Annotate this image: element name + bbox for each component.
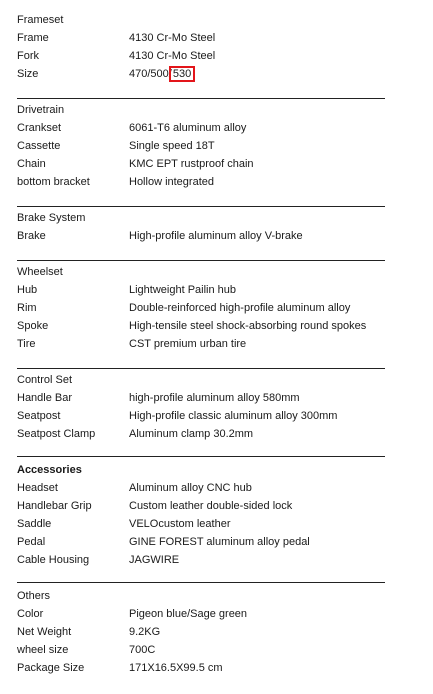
spec-label: Crankset (17, 122, 62, 134)
spec-value: 700C (129, 644, 156, 656)
spec-label: Cable Housing (17, 554, 90, 566)
spec-row-handle-bar (17, 389, 385, 407)
section-wheelset (17, 263, 385, 353)
spec-row-seatpost-clamp (17, 425, 385, 443)
spec-label: Handle Bar (17, 392, 73, 404)
section-drivetrain (17, 101, 385, 191)
spec-label: Size (17, 68, 39, 80)
spec-row-cable-housing (17, 551, 385, 569)
spec-row-package-size (17, 659, 385, 677)
section-brake-system (17, 209, 385, 245)
spec-row-tire (17, 335, 385, 353)
spec-label: Tire (17, 338, 36, 350)
spec-row-bottom-bracket (17, 173, 385, 191)
section-others (17, 587, 385, 677)
section-divider (17, 260, 385, 261)
spec-label: Seatpost Clamp (17, 428, 96, 440)
spec-row-hub (17, 281, 385, 299)
section-title: Brake System (17, 212, 86, 224)
spec-value: Lightweight Pailin hub (129, 284, 237, 296)
spec-row-handlebar-grip (17, 497, 385, 515)
spec-value: Aluminum alloy CNC hub (129, 482, 252, 494)
spec-value: Custom leather double-sided lock (129, 500, 293, 512)
spec-label: wheel size (17, 644, 69, 656)
spec-value: 9.2KG (129, 626, 161, 638)
spec-value (129, 65, 385, 83)
spec-value: JAGWIRE (129, 554, 180, 566)
spec-label: Chain (17, 158, 46, 170)
spec-row-rim (17, 299, 385, 317)
spec-value: High-profile classic aluminum alloy 300mm (129, 410, 338, 422)
section-control-set (17, 371, 385, 443)
spec-row-crankset (17, 119, 385, 137)
section-title: Wheelset (17, 266, 63, 278)
section-accessories (17, 461, 385, 569)
spec-label: Saddle (17, 518, 52, 530)
spec-label: Fork (17, 50, 39, 62)
spec-row-fork (17, 47, 385, 65)
spec-row-saddle (17, 515, 385, 533)
spec-label: bottom bracket (17, 176, 90, 188)
spec-row-pedal (17, 533, 385, 551)
spec-value: Single speed 18T (129, 140, 215, 152)
spec-row-headset (17, 479, 385, 497)
spec-row-net-weight (17, 623, 385, 641)
spec-row-cassette (17, 137, 385, 155)
spec-label: Seatpost (17, 410, 61, 422)
section-title: Drivetrain (17, 104, 65, 116)
spec-value: High-profile aluminum alloy V-brake (129, 230, 303, 242)
spec-label: Rim (17, 302, 37, 314)
spec-value: Pigeon blue/Sage green (129, 608, 248, 620)
spec-label: Handlebar Grip (17, 500, 92, 512)
spec-row-frame (17, 29, 385, 47)
spec-row-size (17, 65, 385, 83)
section-divider (17, 582, 385, 583)
spec-label: Frame (17, 32, 49, 44)
spec-value: Aluminum clamp 30.2mm (129, 428, 254, 440)
size-value-prefix: 470/500/ (129, 68, 172, 80)
section-divider (17, 368, 385, 369)
spec-row-spoke (17, 317, 385, 335)
spec-row-wheel-size (17, 641, 385, 659)
spec-label: Brake (17, 230, 46, 242)
spec-label: Hub (17, 284, 38, 296)
section-title: Others (17, 590, 51, 602)
size-highlight-box: 530 (172, 68, 192, 80)
spec-value: high-profile aluminum alloy 580mm (129, 392, 300, 404)
spec-label: Package Size (17, 662, 85, 674)
spec-value: VELOcustom leather (129, 518, 231, 530)
spec-value: 6061-T6 aluminum alloy (129, 122, 247, 134)
spec-value: KMC EPT rustproof chain (129, 158, 254, 170)
spec-label: Net Weight (17, 626, 72, 638)
spec-value: 171X16.5X99.5 cm (129, 662, 223, 674)
spec-label: Spoke (17, 320, 49, 332)
section-divider (17, 456, 385, 457)
spec-label: Color (17, 608, 44, 620)
spec-value: Hollow integrated (129, 176, 214, 188)
spec-label: Cassette (17, 140, 61, 152)
spec-value: High-tensile steel shock-absorbing round spokes (129, 320, 367, 332)
section-frameset (17, 11, 385, 83)
spec-row-brake (17, 227, 385, 245)
section-title: Control Set (17, 374, 73, 386)
spec-value: 4130 Cr-Mo Steel (129, 32, 216, 44)
spec-label: Pedal (17, 536, 46, 548)
spec-value: 4130 Cr-Mo Steel (129, 50, 216, 62)
spec-value: CST premium urban tire (129, 338, 247, 350)
spec-row-seatpost (17, 407, 385, 425)
section-divider (17, 206, 385, 207)
section-title: Accessories (17, 464, 82, 476)
section-title: Frameset (17, 14, 64, 26)
spec-row-color (17, 605, 385, 623)
spec-label: Headset (17, 482, 58, 494)
spec-value: GINE FOREST aluminum alloy pedal (129, 536, 310, 548)
section-divider (17, 98, 385, 99)
spec-row-chain (17, 155, 385, 173)
spec-value: Double-reinforced high-profile aluminum alloy (129, 302, 351, 314)
